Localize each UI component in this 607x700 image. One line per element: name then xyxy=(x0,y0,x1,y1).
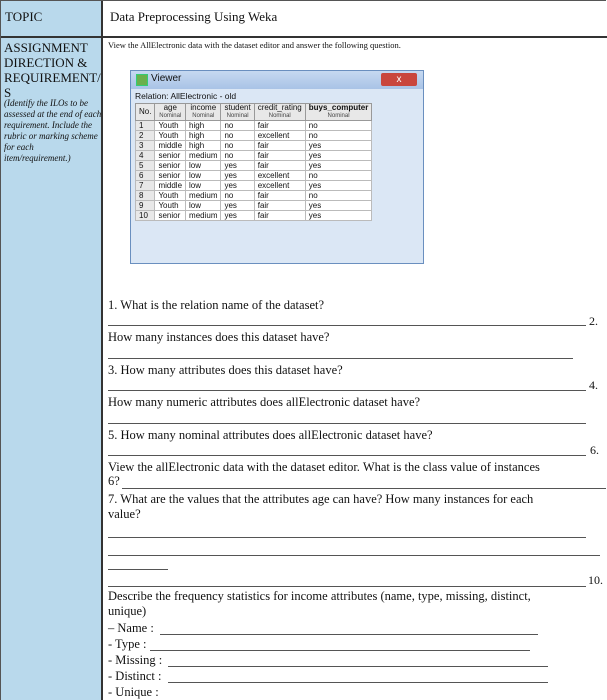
column-type: Nominal xyxy=(226,113,249,119)
table-cell[interactable]: no xyxy=(305,131,372,141)
table-cell[interactable]: low xyxy=(186,171,221,181)
table-cell[interactable]: no xyxy=(305,121,372,131)
table-cell[interactable]: low xyxy=(186,161,221,171)
field-distinct-label: - Distinct : xyxy=(108,669,162,683)
table-cell[interactable]: 6 xyxy=(136,171,155,181)
table-cell[interactable]: Youth xyxy=(155,121,186,131)
table-cell[interactable]: yes xyxy=(305,141,372,151)
column-name: student xyxy=(224,103,251,112)
topic-title: Data Preprocessing Using Weka xyxy=(110,9,278,24)
topic-label: TOPIC xyxy=(5,9,43,24)
table-cell[interactable]: yes xyxy=(305,181,372,191)
answer-line xyxy=(160,634,538,635)
question-10b: unique) xyxy=(108,604,147,618)
table-cell[interactable]: yes xyxy=(221,161,254,171)
data-table xyxy=(135,103,372,221)
question-2: How many instances does this dataset have? xyxy=(108,330,330,344)
table-cell[interactable]: low xyxy=(186,201,221,211)
table-cell[interactable]: senior xyxy=(155,161,186,171)
viewer-title: Viewer xyxy=(151,73,182,84)
table-cell[interactable]: Youth xyxy=(155,201,186,211)
table-cell[interactable]: Youth xyxy=(155,131,186,141)
table-row[interactable] xyxy=(136,121,372,131)
table-row[interactable] xyxy=(136,151,372,161)
table-cell[interactable]: low xyxy=(186,181,221,191)
viewer-window xyxy=(130,70,424,264)
column-header xyxy=(305,104,372,121)
table-row[interactable] xyxy=(136,211,372,221)
table-cell[interactable]: excellent xyxy=(254,171,305,181)
column-name: No. xyxy=(139,107,152,116)
column-type: Nominal xyxy=(159,113,182,119)
table-cell[interactable]: medium xyxy=(186,191,221,201)
column-type: Nominal xyxy=(268,113,291,119)
table-cell[interactable]: middle xyxy=(155,181,186,191)
table-cell[interactable]: yes xyxy=(305,211,372,221)
table-cell[interactable]: excellent xyxy=(254,131,305,141)
table-cell[interactable]: yes xyxy=(305,151,372,161)
close-button[interactable]: x xyxy=(381,73,417,86)
table-cell[interactable]: no xyxy=(221,151,254,161)
table-cell[interactable]: fair xyxy=(254,151,305,161)
table-cell[interactable]: senior xyxy=(155,211,186,221)
table-cell[interactable]: 1 xyxy=(136,121,155,131)
table-cell[interactable]: no xyxy=(221,191,254,201)
question-4: How many numeric attributes does allElectronic dataset have? xyxy=(108,395,421,409)
table-cell[interactable]: 5 xyxy=(136,161,155,171)
table-cell[interactable]: yes xyxy=(305,201,372,211)
question-5: 5. How many nominal attributes does allElectronic dataset have? xyxy=(108,428,433,442)
assignment-heading-line: ASSIGNMENT xyxy=(4,40,88,55)
table-cell[interactable]: yes xyxy=(221,211,254,221)
table-cell[interactable]: 9 xyxy=(136,201,155,211)
table-cell[interactable]: 3 xyxy=(136,141,155,151)
answer-line xyxy=(108,537,586,538)
table-cell[interactable]: fair xyxy=(254,201,305,211)
table-cell[interactable]: 2 xyxy=(136,131,155,141)
table-cell[interactable]: medium xyxy=(186,211,221,221)
column-type: Nominal xyxy=(327,113,350,119)
table-cell[interactable]: senior xyxy=(155,151,186,161)
column-header xyxy=(155,104,186,121)
answer-line xyxy=(108,586,586,587)
answer-line xyxy=(168,682,548,683)
table-cell[interactable]: fair xyxy=(254,121,305,131)
question-number: 10. xyxy=(588,573,603,587)
table-cell[interactable]: medium xyxy=(186,151,221,161)
table-cell[interactable]: yes xyxy=(221,181,254,191)
answer-line xyxy=(108,555,600,556)
assignment-heading-line: DIRECTION & xyxy=(4,55,88,70)
question-7a: 7. What are the values that the attributes age can have? How many instances for each xyxy=(108,492,534,506)
table-cell[interactable]: no xyxy=(221,121,254,131)
question-number: 2. xyxy=(589,314,598,328)
column-header xyxy=(136,104,155,121)
app-icon xyxy=(136,74,148,86)
answer-line xyxy=(122,488,606,489)
table-row[interactable] xyxy=(136,181,372,191)
answer-line xyxy=(108,423,586,424)
table-row[interactable] xyxy=(136,201,372,211)
table-cell[interactable]: yes xyxy=(305,161,372,171)
question-7b: value? xyxy=(108,507,141,521)
question-1: 1. What is the relation name of the dataset? xyxy=(108,298,325,312)
answer-line xyxy=(108,390,586,391)
table-cell[interactable]: senior xyxy=(155,171,186,181)
table-row[interactable] xyxy=(136,161,372,171)
table-cell[interactable]: no xyxy=(305,171,372,181)
table-cell[interactable]: high xyxy=(186,141,221,151)
column-header xyxy=(221,104,254,121)
table-cell[interactable]: no xyxy=(221,131,254,141)
relation-label: Relation: AllElectronic - old xyxy=(135,91,237,101)
table-cell[interactable]: 10 xyxy=(136,211,155,221)
table-cell[interactable]: fair xyxy=(254,161,305,171)
table-row[interactable] xyxy=(136,191,372,201)
table-cell[interactable]: excellent xyxy=(254,181,305,191)
column-header xyxy=(254,104,305,121)
question-6b: 6? xyxy=(108,474,120,488)
table-row[interactable] xyxy=(136,141,372,151)
table-cell[interactable]: no xyxy=(221,141,254,151)
assignment-heading-line: REQUIREMENT/ xyxy=(4,70,101,85)
column-name: buys_computer xyxy=(308,103,369,112)
field-unique-label: - Unique : xyxy=(108,685,159,699)
table-cell[interactable]: fair xyxy=(254,141,305,151)
table-cell[interactable]: high xyxy=(186,131,221,141)
table-cell[interactable]: no xyxy=(305,191,372,201)
table-cell[interactable]: 4 xyxy=(136,151,155,161)
answer-line xyxy=(108,325,586,326)
column-name: credit_rating xyxy=(257,103,302,112)
question-10a: Describe the frequency statistics for income attributes (name, type, missing, distinct, xyxy=(108,589,531,603)
question-3: 3. How many attributes does this dataset have? xyxy=(108,363,343,377)
table-cell[interactable]: 7 xyxy=(136,181,155,191)
assignment-note: (Identify the ILOs to be assessed at the end of each requirement. Include the rubric or marking scheme for each item/requirement.) xyxy=(4,98,102,163)
table-cell[interactable]: fair xyxy=(254,211,305,221)
table-cell[interactable]: middle xyxy=(155,141,186,151)
table-cell[interactable]: fair xyxy=(254,191,305,201)
viewer-titlebar xyxy=(131,71,423,89)
assignment-heading xyxy=(4,40,99,100)
table-cell[interactable]: high xyxy=(186,121,221,131)
table-cell[interactable]: Youth xyxy=(155,191,186,201)
field-type-label: - Type : xyxy=(108,637,147,651)
answer-line xyxy=(150,650,530,651)
field-name-label: – Name : xyxy=(108,621,154,635)
column-type: Nominal xyxy=(192,113,215,119)
answer-line xyxy=(108,358,573,359)
column-header xyxy=(186,104,221,121)
answer-line xyxy=(108,569,168,570)
table-row[interactable] xyxy=(136,131,372,141)
field-missing-label: - Missing : xyxy=(108,653,163,667)
column-name: age xyxy=(163,103,177,112)
assignment-heading-line: S xyxy=(4,85,12,100)
table-cell[interactable]: 8 xyxy=(136,191,155,201)
answer-line xyxy=(108,455,586,456)
table-row[interactable] xyxy=(136,171,372,181)
question-number: 6. xyxy=(590,443,599,457)
question-6a: View the allElectronic data with the dataset editor. What is the class value of instances xyxy=(108,460,540,474)
answer-line xyxy=(168,666,548,667)
table-cell[interactable]: yes xyxy=(221,171,254,181)
question-number: 4. xyxy=(589,378,598,392)
column-name: income xyxy=(190,103,217,112)
table-cell[interactable]: yes xyxy=(221,201,254,211)
intro-text: View the AllElectronic data with the dataset editor and answer the following question. xyxy=(108,40,401,50)
